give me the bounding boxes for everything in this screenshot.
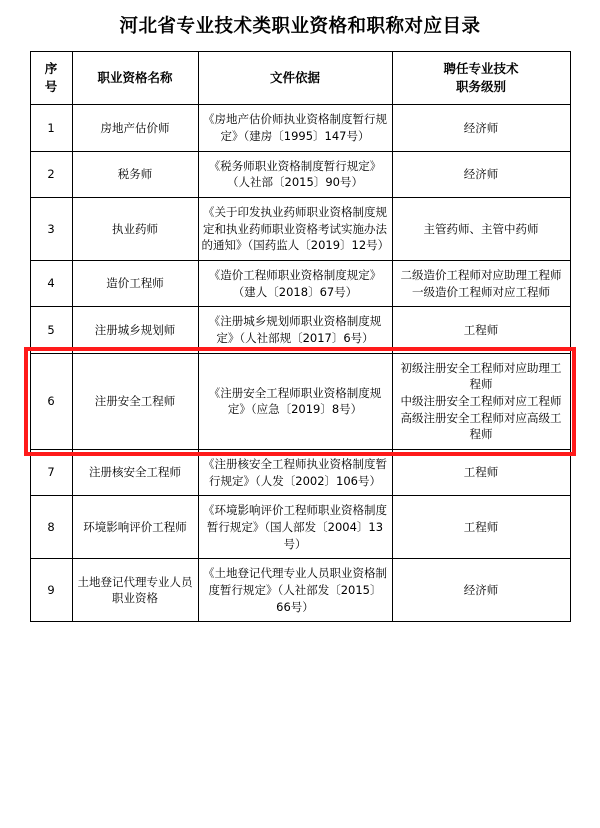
cell-level: 经济师 — [392, 151, 570, 197]
cell-index: 5 — [30, 307, 72, 353]
cell-name: 土地登记代理专业人员职业资格 — [72, 559, 198, 622]
table-header-row — [30, 52, 570, 105]
cell-level: 工程师 — [392, 450, 570, 496]
cell-document: 《环境影响评价工程师职业资格制度暂行规定》（国人部发〔2004〕13号） — [198, 496, 392, 559]
column-header-level-line2: 职务级别 — [455, 79, 506, 95]
cell-level: 经济师 — [392, 105, 570, 151]
table-row — [30, 151, 570, 197]
cell-name: 注册核安全工程师 — [72, 450, 198, 496]
table-row — [30, 105, 570, 151]
cell-document: 《土地登记代理专业人员职业资格制度暂行规定》（人社部发〔2015〕66号） — [198, 559, 392, 622]
table-row — [30, 559, 570, 622]
column-header-index-line2: 号 — [44, 79, 58, 95]
cell-index: 9 — [30, 559, 72, 622]
qualification-table — [30, 51, 571, 622]
cell-document: 《关于印发执业药师职业资格制度规定和执业药师职业资格考试实施办法的通知》（国药监人〔2019〕12号） — [198, 197, 392, 260]
cell-name: 房地产估价师 — [72, 105, 198, 151]
cell-index: 6 — [30, 353, 72, 449]
column-header-index-line1: 序 — [44, 61, 58, 76]
cell-name: 税务师 — [72, 151, 198, 197]
cell-document: 《注册核安全工程师执业资格制度暂行规定》（人发〔2002〕106号） — [198, 450, 392, 496]
cell-name: 环境影响评价工程师 — [72, 496, 198, 559]
table-row — [30, 496, 570, 559]
cell-level: 工程师 — [392, 496, 570, 559]
table-row — [30, 307, 570, 353]
cell-index: 3 — [30, 197, 72, 260]
cell-index: 7 — [30, 450, 72, 496]
cell-index: 1 — [30, 105, 72, 151]
cell-index: 8 — [30, 496, 72, 559]
cell-index: 4 — [30, 260, 72, 306]
cell-name: 注册城乡规划师 — [72, 307, 198, 353]
cell-document: 《税务师职业资格制度暂行规定》（人社部〔2015〕90号） — [198, 151, 392, 197]
cell-level: 主管药师、主管中药师 — [392, 197, 570, 260]
column-header-name: 职业资格名称 — [72, 52, 198, 105]
column-header-level-line1: 聘任专业技术 — [443, 61, 519, 76]
cell-name: 执业药师 — [72, 197, 198, 260]
cell-index: 2 — [30, 151, 72, 197]
column-header-document: 文件依据 — [198, 52, 392, 105]
cell-document: 《注册安全工程师职业资格制度规定》（应急〔2019〕8号） — [198, 353, 392, 449]
cell-level: 初级注册安全工程师对应助理工程师 中级注册安全工程师对应工程师 高级注册安全工程师对应高级工程师 — [392, 353, 570, 449]
table-row — [30, 197, 570, 260]
cell-level: 经济师 — [392, 559, 570, 622]
cell-level: 工程师 — [392, 307, 570, 353]
cell-document: 《房地产估价师执业资格制度暂行规定》（建房〔1995〕147号） — [198, 105, 392, 151]
column-header-index — [30, 52, 72, 105]
cell-document: 《注册城乡规划师职业资格制度规定》（人社部规〔2017〕6号） — [198, 307, 392, 353]
table-row — [30, 450, 570, 496]
cell-document: 《造价工程师职业资格制度规定》（建人〔2018〕67号） — [198, 260, 392, 306]
cell-name: 注册安全工程师 — [72, 353, 198, 449]
cell-level: 二级造价工程师对应助理工程师 一级造价工程师对应工程师 — [392, 260, 570, 306]
page-title: 河北省专业技术类职业资格和职称对应目录 — [119, 16, 481, 37]
table-row — [30, 260, 570, 306]
column-header-level — [392, 52, 570, 105]
cell-name: 造价工程师 — [72, 260, 198, 306]
table-row-highlighted — [30, 353, 570, 449]
